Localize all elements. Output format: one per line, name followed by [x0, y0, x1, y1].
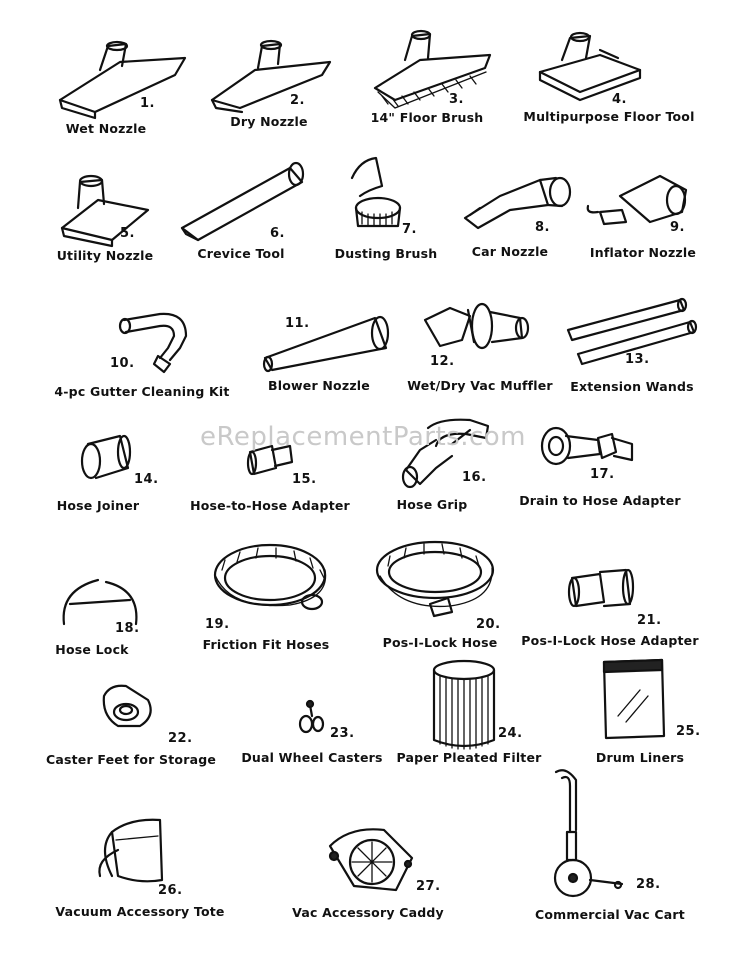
wet-nozzle-drawing [60, 42, 185, 118]
part-15-label: Hose-to-Hose Adapter [190, 498, 350, 513]
part-1-label: Wet Nozzle [65, 121, 147, 136]
part-9-number: 9. [670, 220, 685, 235]
dry-nozzle-drawing [212, 41, 330, 112]
part-10-number: 10. [110, 356, 135, 371]
watermark-text: eReplacementParts.com [200, 422, 527, 452]
drain-adapter-drawing [542, 428, 632, 464]
part-28-label: Commercial Vac Cart [535, 907, 685, 922]
part-2-label: Dry Nozzle [230, 114, 308, 129]
dusting-brush-drawing [352, 158, 400, 226]
part-23-label: Dual Wheel Casters [241, 750, 383, 765]
part-26-label: Vacuum Accessory Tote [55, 904, 225, 919]
part-24-number: 24. [498, 726, 523, 741]
part-27-label: Vac Accessory Caddy [292, 905, 444, 920]
part-18-number: 18. [115, 621, 140, 636]
part-16-label: Hose Grip [396, 497, 468, 512]
part-13-number: 13. [625, 352, 650, 367]
part-21-label: Pos-I-Lock Hose Adapter [521, 633, 699, 648]
part-11-label: Blower Nozzle [268, 378, 370, 393]
inflator-nozzle-drawing [588, 176, 686, 224]
part-14-number: 14. [134, 472, 159, 487]
part-7-number: 7. [402, 222, 417, 237]
part-3-number: 3. [449, 92, 464, 107]
part-27-number: 27. [416, 879, 441, 894]
part-12-number: 12. [430, 354, 455, 369]
part-15-number: 15. [292, 472, 317, 487]
accessory-caddy-drawing [330, 829, 412, 890]
part-2-number: 2. [290, 93, 305, 108]
part-18-label: Hose Lock [55, 642, 129, 657]
part-25-number: 25. [676, 724, 701, 739]
part-19-number: 19. [205, 617, 230, 632]
part-14-label: Hose Joiner [56, 498, 140, 513]
part-4-number: 4. [612, 92, 627, 107]
vac-cart-drawing [555, 770, 622, 896]
drum-liners-drawing [604, 660, 664, 738]
part-10-label: 4-pc Gutter Cleaning Kit [54, 384, 230, 399]
part-4-label: Multipurpose Floor Tool [523, 109, 695, 124]
part-8-number: 8. [535, 220, 550, 235]
part-20-number: 20. [476, 617, 501, 632]
part-22-label: Caster Feet for Storage [45, 752, 217, 767]
hose-lock-drawing [64, 580, 137, 624]
part-26-number: 26. [158, 883, 183, 898]
part-5-label: Utility Nozzle [56, 248, 154, 263]
multipurpose-tool-drawing [540, 33, 640, 100]
car-nozzle-drawing [465, 178, 570, 228]
part-1-number: 1. [140, 96, 155, 111]
part-13-label: Extension Wands [570, 379, 694, 394]
pos-i-lock-hose-drawing [377, 542, 493, 616]
part-25-label: Drum Liners [595, 750, 685, 765]
caster-feet-drawing [104, 686, 151, 726]
floor-brush-drawing [375, 31, 490, 108]
part-7-label: Dusting Brush [334, 246, 438, 261]
hose-joiner-drawing [82, 436, 130, 478]
part-16-number: 16. [462, 470, 487, 485]
part-21-number: 21. [637, 613, 662, 628]
part-19-label: Friction Fit Hoses [202, 637, 330, 652]
part-20-label: Pos-I-Lock Hose [382, 635, 498, 650]
part-28-number: 28. [636, 877, 661, 892]
part-22-number: 22. [168, 731, 193, 746]
part-24-label: Paper Pleated Filter [396, 750, 542, 765]
part-12-label: Wet/Dry Vac Muffler [407, 378, 553, 393]
part-5-number: 5. [120, 226, 135, 241]
pos-i-lock-adapter-drawing [569, 570, 633, 606]
part-23-number: 23. [330, 726, 355, 741]
friction-fit-hoses-drawing [215, 545, 326, 609]
blower-nozzle-drawing [264, 317, 388, 371]
dual-wheel-casters-drawing [300, 701, 323, 732]
part-8-label: Car Nozzle [471, 244, 549, 259]
part-11-number: 11. [285, 316, 310, 331]
part-17-label: Drain to Hose Adapter [519, 493, 681, 508]
part-3-label: 14" Floor Brush [370, 110, 484, 125]
accessory-tote-drawing [99, 820, 162, 882]
part-6-label: Crevice Tool [197, 246, 285, 261]
pleated-filter-drawing [434, 661, 494, 749]
part-17-number: 17. [590, 467, 615, 482]
part-9-label: Inflator Nozzle [589, 245, 697, 260]
muffler-drawing [425, 304, 528, 348]
part-6-number: 6. [270, 226, 285, 241]
utility-nozzle-drawing [62, 176, 148, 246]
